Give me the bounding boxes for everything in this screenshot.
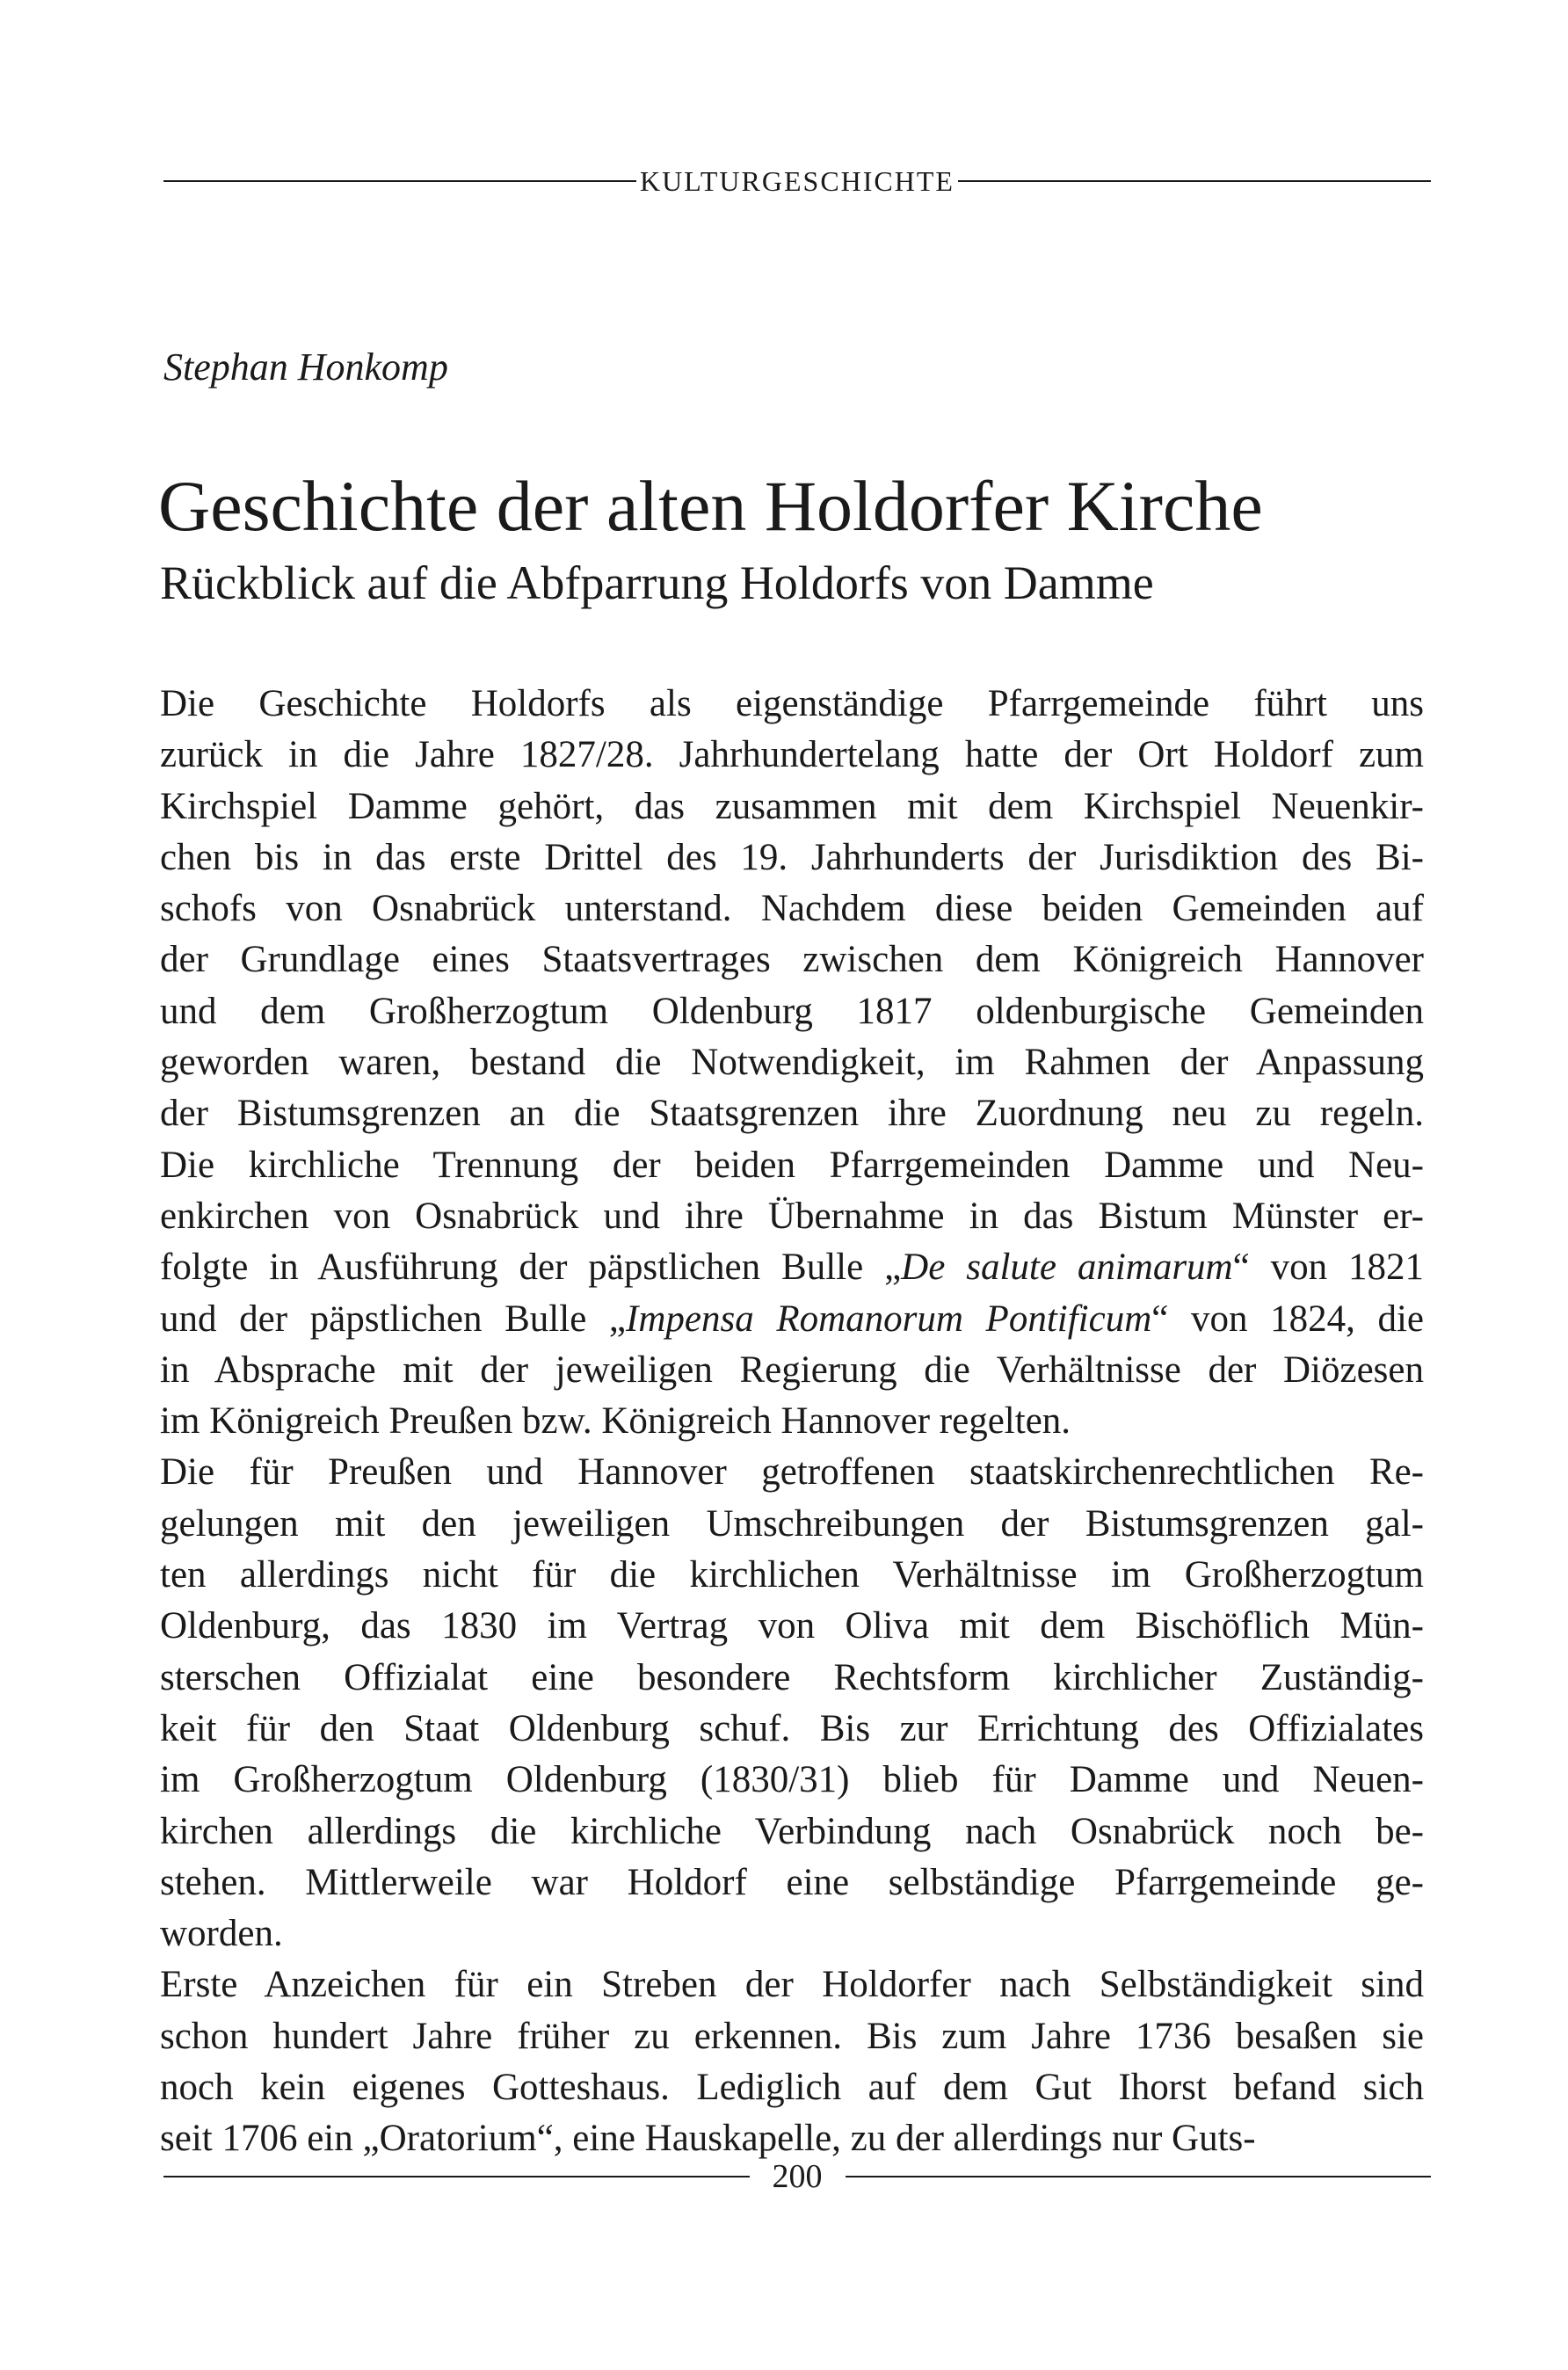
body-line: der Bistumsgrenzen an die Staatsgrenzen ihre Zuordnung neu zu regeln. (160, 1093, 1424, 1135)
body-line: noch kein eigenes Gotteshaus. Lediglich auf dem Gut Ihorst befand sich (160, 2067, 1424, 2109)
body-line: sterschen Offizialat eine besondere Rechtsform kirchlicher Zuständig- (160, 1656, 1424, 1698)
body-line: enkirchen von Osnabrück und ihre Übernahme in das Bistum Münster er- (160, 1195, 1424, 1237)
header-rule-left (163, 180, 636, 182)
body-line: kirchen allerdings die kirchliche Verbindung nach Osnabrück noch be- (160, 1810, 1424, 1852)
body-line: im Großherzogtum Oldenburg (1830/31) blieb für Damme und Neuen- (160, 1759, 1424, 1801)
page-footer (163, 2157, 1431, 2196)
body-line: in Absprache mit der jeweiligen Regierung die Verhältnisse der Diözesen (160, 1349, 1424, 1391)
body-line: chen bis in das erste Drittel des 19. Jahrhunderts der Jurisdiktion des Bi- (160, 836, 1424, 878)
article-body (160, 679, 1424, 2165)
footer-rule-right (846, 2176, 1432, 2177)
body-line: schofs von Osnabrück unterstand. Nachdem diese beiden Gemeinden auf (160, 888, 1424, 930)
section-title: KULTURGESCHICHTE (640, 165, 955, 197)
body-line: keit für den Staat Oldenburg schuf. Bis zur Errichtung des Offizialates (160, 1707, 1424, 1749)
body-paragraph (160, 679, 1424, 1447)
body-line: seit 1706 ein „Oratorium“, eine Hauskapelle, zu der allerdings nur Guts- (160, 2118, 1256, 2160)
body-line: schon hundert Jahre früher zu erkennen. Bis zum Jahre 1736 besaßen sie (160, 2015, 1424, 2057)
body-line: und dem Großherzogtum Oldenburg 1817 oldenburgische Gemeinden (160, 990, 1424, 1032)
body-line: Die für Preußen und Hannover getroffenen staatskirchenrechtlichen Re- (160, 1451, 1424, 1494)
body-line: ten allerdings nicht für die kirchlichen Verhältnisse im Großherzogtum (160, 1554, 1424, 1596)
body-line: Die Geschichte Holdorfs als eigenständige Pfarrgemeinde führt uns (160, 683, 1424, 724)
page-number: 200 (772, 2158, 823, 2195)
body-paragraph (160, 1447, 1424, 1959)
body-line: gelungen mit den jeweiligen Umschreibungen der Bistumsgrenzen gal- (160, 1502, 1424, 1545)
body-line: Oldenburg, das 1830 im Vertrag von Oliva mit dem Bischöflich Mün- (160, 1605, 1424, 1647)
body-line: der Grundlage eines Staatsvertrages zwischen dem Königreich Hannover (160, 939, 1424, 981)
body-paragraph (160, 1959, 1424, 2164)
header-rule-right (958, 180, 1431, 182)
article-subtitle: Rückblick auf die Abfparrung Holdorfs von Damme (160, 556, 1154, 609)
body-line: geworden waren, bestand die Notwendigkeit, im Rahmen der Anpassung (160, 1042, 1424, 1084)
body-line: Die kirchliche Trennung der beiden Pfarrgemeinden Damme und Neu- (160, 1144, 1424, 1186)
running-header (163, 167, 1431, 195)
body-line: Kirchspiel Damme gehört, das zusammen mit dem Kirchspiel Neuenkir- (160, 785, 1424, 827)
body-line: zurück in die Jahre 1827/28. Jahrhundertelang hatte der Ort Holdorf zum (160, 734, 1424, 776)
body-line: und der päpstlichen Bulle „Impensa Romanorum Pontificum“ von 1824, die (160, 1298, 1424, 1340)
body-line: worden. (160, 1913, 283, 1955)
article-title: Geschichte der alten Holdorfer Kirche (158, 466, 1263, 546)
body-line: stehen. Mittlerweile war Holdorf eine selbständige Pfarrgemeinde ge- (160, 1861, 1424, 1903)
body-line: Erste Anzeichen für ein Streben der Holdorfer nach Selbständigkeit sind (160, 1964, 1424, 2006)
footer-rule-left (163, 2176, 750, 2177)
body-line: folgte in Ausführung der päpstlichen Bulle „De salute animarum“ von 1821 (160, 1247, 1424, 1289)
article-author: Stephan Honkomp (163, 345, 448, 389)
body-line: im Königreich Preußen bzw. Königreich Hannover regelten. (160, 1400, 1071, 1443)
